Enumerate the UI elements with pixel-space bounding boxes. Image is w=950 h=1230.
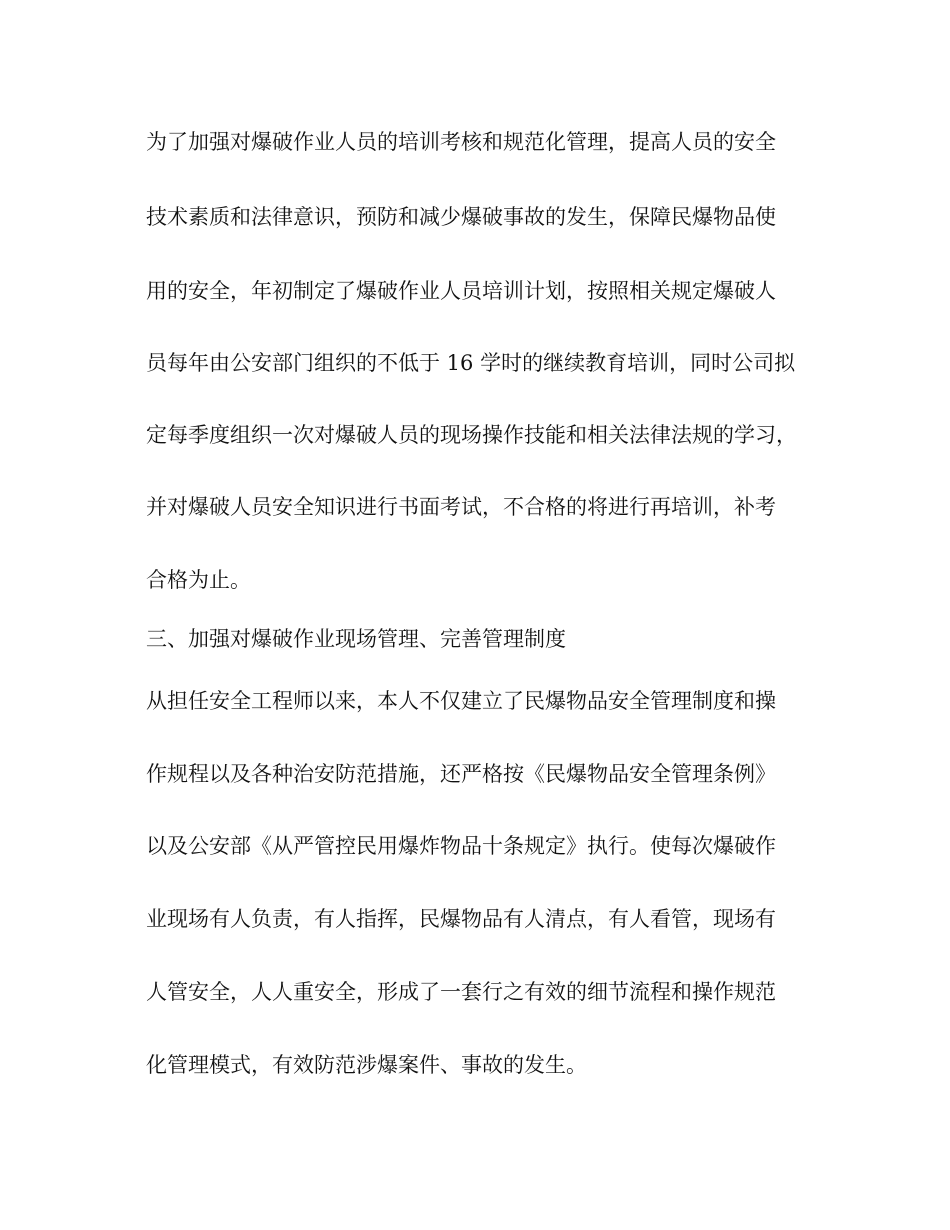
paragraph-line: 用的安全，年初制定了爆破作业人员培训计划，按照相关规定爆破人 (146, 279, 776, 303)
paragraph-line: 合格为止。 (146, 568, 251, 592)
paragraph-line: 为了加强对爆破作业人员的培训考核和规范化管理，提高人员的安全 (146, 130, 776, 154)
paragraph-line: 以及公安部《从严管控民用爆炸物品十条规定》执行。使每次爆破作 (146, 834, 776, 858)
paragraph-line: 化管理模式，有效防范涉爆案件、事故的发生。 (146, 1053, 587, 1077)
paragraph-line: 作规程以及各种治安防范措施，还严格按《民爆物品安全管理条例》 (146, 762, 776, 786)
paragraph-line: 并对爆破人员安全知识进行书面考试，不合格的将进行再培训，补考 (146, 495, 776, 519)
paragraph-line: 业现场有人负责，有人指挥，民爆物品有人清点，有人看管，现场有 (146, 907, 776, 931)
paragraph-line: 技术素质和法律意识，预防和减少爆破事故的发生，保障民爆物品使 (146, 205, 776, 229)
paragraph-line: 员每年由公安部门组织的不低于 16 学时的继续教育培训，同时公司拟 (146, 351, 796, 375)
section-heading: 三、加强对爆破作业现场管理、完善管理制度 (146, 627, 566, 651)
paragraph-line: 从担任安全工程师以来，本人不仅建立了民爆物品安全管理制度和操 (146, 689, 776, 713)
paragraph-line: 定每季度组织一次对爆破人员的现场操作技能和相关法律法规的学习， (146, 423, 797, 447)
paragraph-line: 人管安全，人人重安全，形成了一套行之有效的细节流程和操作规范 (146, 980, 776, 1004)
